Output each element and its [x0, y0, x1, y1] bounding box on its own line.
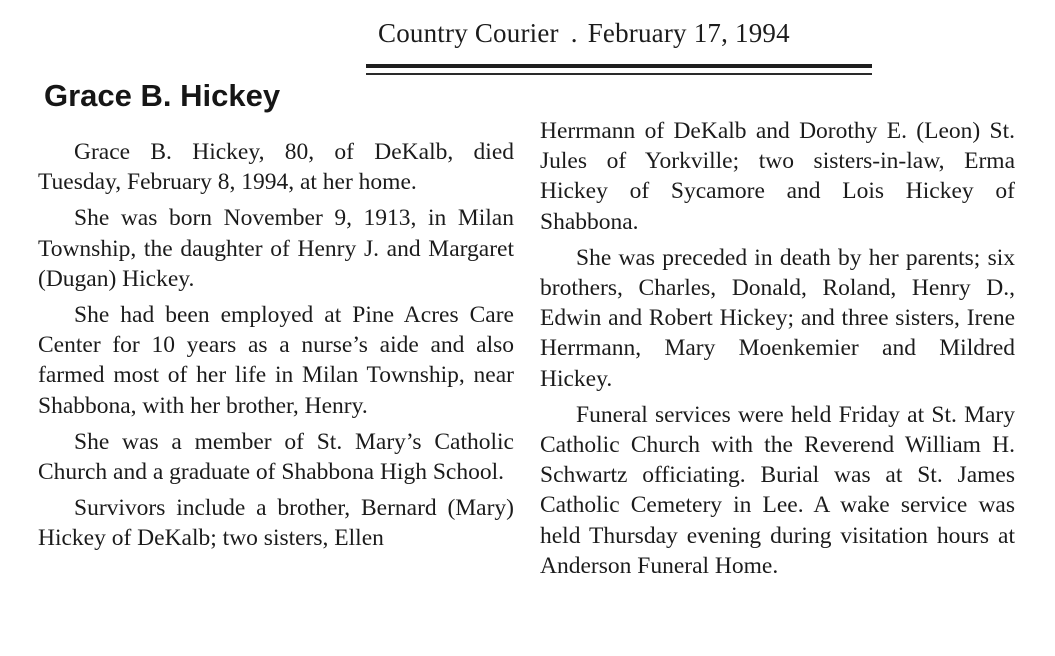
paragraph: She was born November 9, 1913, in Milan Township, the daughter of Henry J. and Margaret (Dugan) Hickey.	[38, 205, 514, 292]
paragraph: She was a member of St. Mary’s Catholic Church and a graduate of Shabbona High School.	[38, 428, 514, 486]
paragraph: She was preceded in death by her parents; six brothers, Charles, Donald, Roland, Henry D., Edwin and Robert Hickey; and three sisters, Irene Herrmann, Mary Moenkemier and Mildred Hickey.	[540, 244, 1015, 392]
masthead-rule-thick	[366, 64, 872, 68]
paragraph: Funeral services were held Friday at St. Mary Catholic Church with the Reverend William H. Schwartz officiating. Burial was at St. James Catholic Cemetery in Lee. A wake service was held Thursday evening during visitation hours at Anderson Funeral Home.	[540, 401, 1015, 579]
newspaper-name: Country Courier	[378, 18, 559, 48]
article-column-left	[38, 137, 514, 560]
masthead-separator: .	[570, 18, 578, 48]
paragraph: She had been employed at Pine Acres Care Center for 10 years as a nurse’s aide and also farmed most of her life in Milan Township, near Shabbona, with her brother, Henry.	[38, 302, 514, 419]
obituary-headline: Grace B. Hickey	[44, 78, 281, 113]
paragraph-continued: Herrmann of DeKalb and Dorothy E. (Leon) St. Jules of Yorkville; two sisters-in-law, Erma Hickey of Sycamore and Lois Hickey of Shabbona.	[540, 118, 1015, 235]
publication-date: February 17, 1994	[587, 18, 790, 48]
paragraph: Survivors include a brother, Bernard (Mary) Hickey of DeKalb; two sisters, Ellen	[38, 495, 514, 552]
masthead-rule-thin	[366, 73, 872, 75]
newspaper-masthead	[378, 18, 790, 49]
paragraph: Grace B. Hickey, 80, of DeKalb, died Tuesday, February 8, 1994, at her home.	[38, 139, 514, 196]
article-column-right	[540, 116, 1015, 587]
